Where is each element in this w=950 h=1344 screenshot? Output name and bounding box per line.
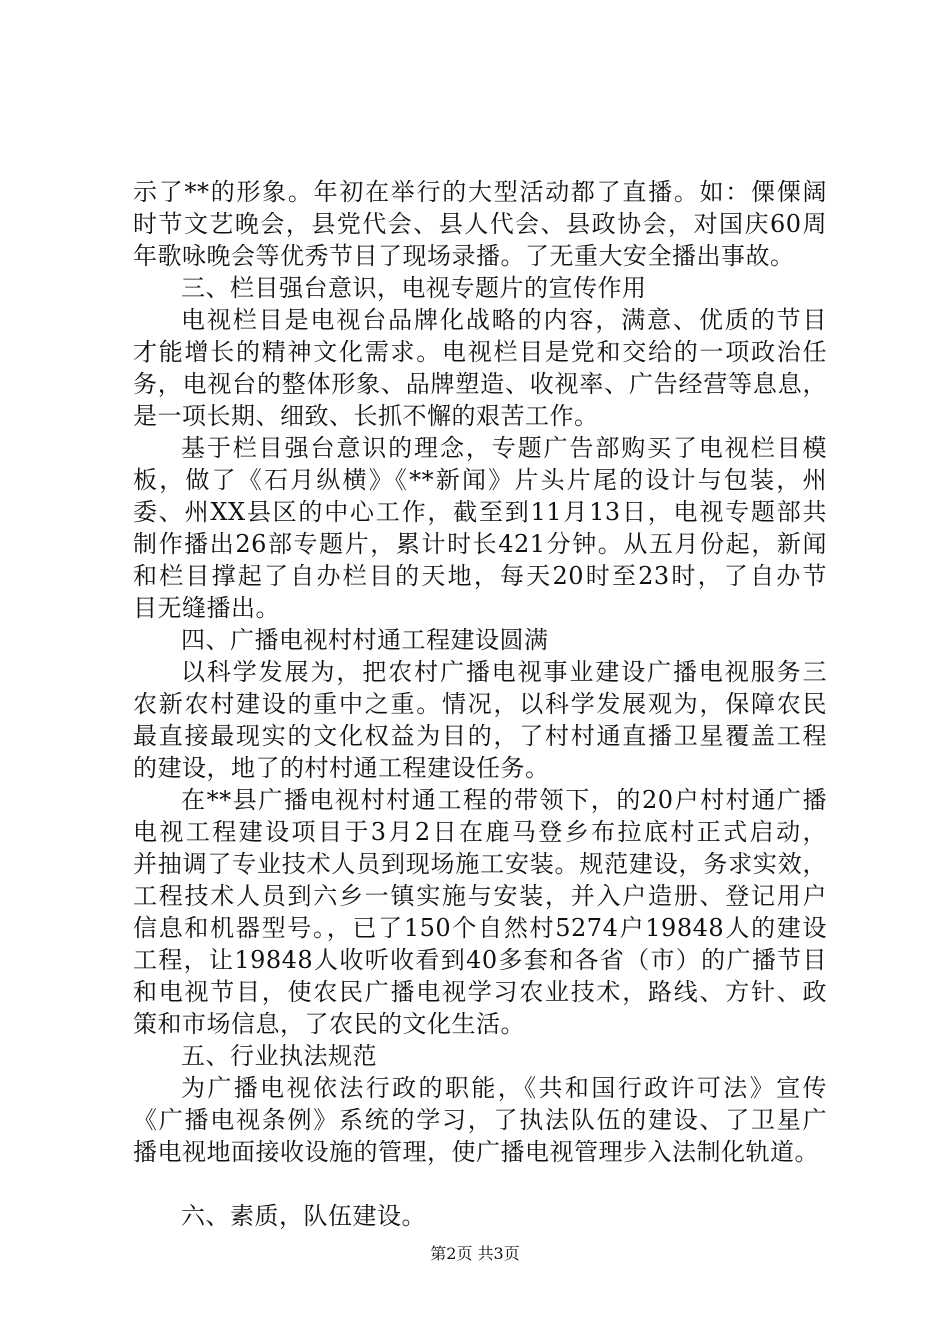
text-line: 电视栏目是电视台品牌化战略的内容，满意、优质的节目 xyxy=(181,306,827,334)
document-body xyxy=(133,176,827,1232)
text-line: 的建设，地了的村村通工程建设任务。 xyxy=(133,754,550,782)
text-line: 以科学发展为，把农村广播电视事业建设广播电视服务三 xyxy=(181,658,827,686)
text-line: 委、州XX县区的中心工作，截至到11月13日，电视专题部共 xyxy=(133,498,827,526)
page-footer: 第2页 共3页 xyxy=(430,1244,520,1263)
section-heading: 五、行业执法规范 xyxy=(181,1042,377,1070)
text-line: 最直接最现实的文化权益为目的，了村村通直播卫星覆盖工程 xyxy=(133,722,827,750)
text-line: 年歌咏晚会等优秀节目了现场录播。了无重大安全播出事故。 xyxy=(133,242,795,270)
text-line: 时节文艺晚会，县党代会、县人代会、县政协会，对国庆60周 xyxy=(133,210,827,238)
text-line: 在**县广播电视村村通工程的带领下，的20户村村通广播 xyxy=(181,786,827,814)
text-line: 和电视节目，使农民广播电视学习农业技术，路线、方针、政 xyxy=(133,978,827,1006)
text-line: 农新农村建设的重中之重。情况，以科学发展观为，保障农民 xyxy=(133,690,827,718)
text-line: 信息和机器型号。，已了150个自然村5274户19848人的建设 xyxy=(133,914,827,942)
text-line: 电视工程建设项目于3月2日在鹿马登乡布拉底村正式启动， xyxy=(133,818,827,846)
text-line: 是一项长期、细致、长抓不懈的艰苦工作。 xyxy=(133,402,599,430)
section-heading: 三、栏目强台意识，电视专题片的宣传作用 xyxy=(181,274,647,302)
text-line: 工程技术人员到六乡一镇实施与安装，并入户造册、登记用户 xyxy=(133,882,827,910)
text-line: 示了**的形象。年初在举行的大型活动都了直播。如：傈傈阔 xyxy=(133,178,827,206)
paragraph-gap xyxy=(133,1168,827,1200)
text-line: 才能增长的精神文化需求。电视栏目是党和交给的一项政治任 xyxy=(133,338,827,366)
text-line: 策和市场信息，了农民的文化生活。 xyxy=(133,1010,525,1038)
text-line: 《广播电视条例》系统的学习，了执法队伍的建设、了卫星广 xyxy=(133,1106,827,1134)
text-line: 工程，让19848人收听收看到40多套和各省（市）的广播节目 xyxy=(133,946,827,974)
text-line: 务，电视台的整体形象、品牌塑造、收视率、广告经营等息息， xyxy=(133,370,827,398)
text-line: 为广播电视依法行政的职能，《共和国行政许可法》宣传 xyxy=(181,1074,827,1102)
text-line: 制作播出26部专题片，累计时长421分钟。从五月份起，新闻 xyxy=(133,530,827,558)
text-line: 并抽调了专业技术人员到现场施工安装。规范建设，务求实效， xyxy=(133,850,827,878)
text-line: 播电视地面接收设施的管理，使广播电视管理步入法制化轨道。 xyxy=(133,1138,819,1166)
text-line: 目无缝播出。 xyxy=(133,594,280,622)
text-line: 基于栏目强台意识的理念，专题广告部购买了电视栏目模 xyxy=(181,434,827,462)
section-heading: 四、广播电视村村通工程建设圆满 xyxy=(181,626,549,654)
section-heading: 六、素质，队伍建设。 xyxy=(181,1202,426,1230)
text-line: 和栏目撑起了自办栏目的天地，每天20时至23时，了自办节 xyxy=(133,562,827,590)
text-line: 板，做了《石月纵横》《**新闻》片头片尾的设计与包装，州 xyxy=(133,466,827,494)
